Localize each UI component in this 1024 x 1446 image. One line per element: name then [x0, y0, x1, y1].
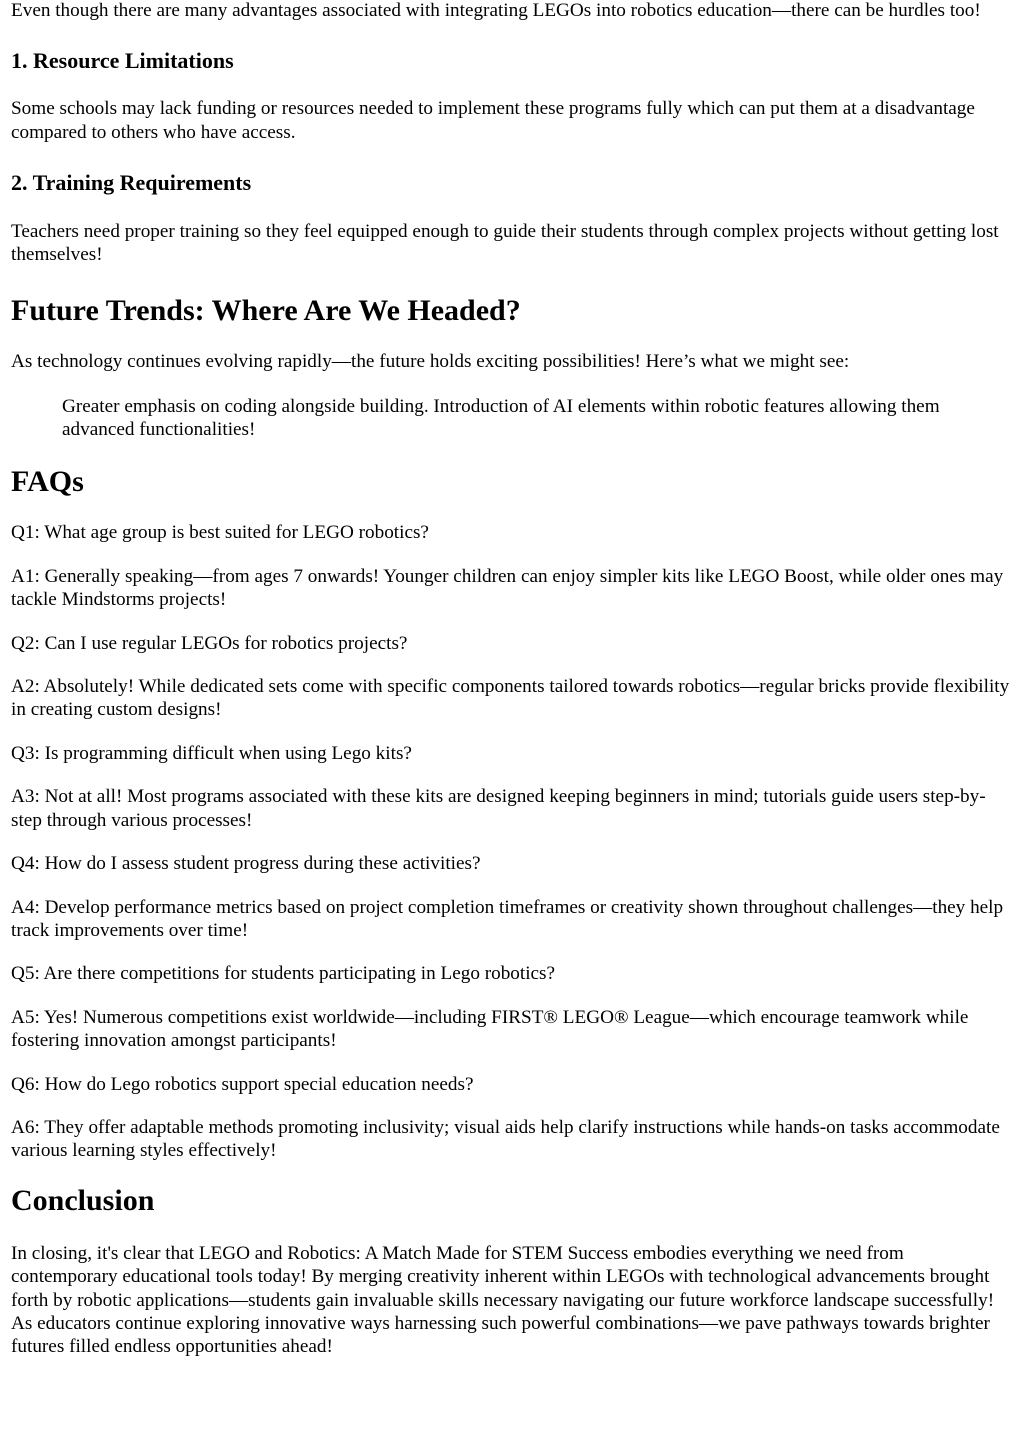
conclusion-heading: Conclusion	[11, 1183, 155, 1217]
faq-question-3: Q3: Is programming difficult when using Lego kits?	[11, 742, 412, 764]
future-trends-quote: Greater emphasis on coding alongside building. Introduction of AI elements within robotic features allowing them advanced functionalities!	[62, 395, 940, 441]
faq-answer-1: A1: Generally speaking—from ages 7 onwards! Younger children can enjoy simpler kits like LEGO Boost, while older ones may tackle Mindstorms projects!	[11, 565, 1004, 611]
challenge-heading-training-requirements: 2. Training Requirements	[11, 169, 252, 195]
faq-answer-5: A5: Yes! Numerous competitions exist worldwide—including FIRST® LEGO® League—which encourage teamwork while fostering innovation amongst participants!	[11, 1006, 969, 1052]
faq-list	[11, 521, 1015, 1162]
conclusion-paragraph: In closing, it's clear that LEGO and Robotics: A Match Made for STEM Success embodies everything we need from contemporary educational tools today! By merging creativity inherent within LEGOs with technological advancements brought forth by robotic applications—students gain invaluable skills necessary navigating our future workforce landscape successfully! As educators continue exploring innovative ways harnessing such powerful combinations—we pave pathways towards brighter futures filled endless opportunities ahead!	[11, 1242, 995, 1358]
faq-question-2: Q2: Can I use regular LEGOs for robotics projects?	[11, 632, 408, 654]
faq-question-1: Q1: What age group is best suited for LEGO robotics?	[11, 522, 429, 544]
faqs-heading: FAQs	[11, 465, 84, 499]
faq-answer-6: A6: They offer adaptable methods promoting inclusivity; visual aids help clarify instructions while hands-on tasks accommodate various learning styles effectively!	[11, 1117, 1000, 1162]
faq-question-5: Q5: Are there competitions for students participating in Lego robotics?	[11, 963, 556, 985]
future-trends-heading: Future Trends: Where Are We Headed?	[11, 294, 521, 328]
faq-question-4: Q4: How do I assess student progress during these activities?	[11, 853, 481, 875]
faq-answer-2: A2: Absolutely! While dedicated sets come with specific components tailored towards robotics—regular bricks provide flexibility in creating custom designs!	[11, 676, 1010, 721]
faq-question-6: Q6: How do Lego robotics support special education needs?	[11, 1073, 474, 1095]
faq-answer-3: A3: Not at all! Most programs associated with these kits are designed keeping beginners in mind; tutorials guide users step-by-step through various processes!	[11, 786, 986, 831]
intro-paragraph: Even though there are many advantages associated with integrating LEGOs into robotics education—there can be hurdles too!	[11, 0, 981, 21]
challenge-text-training-requirements: Teachers need proper training so they feel equipped enough to guide their students through complex projects without getting lost themselves!	[11, 220, 999, 266]
challenge-heading-resource-limitations: 1. Resource Limitations	[11, 48, 234, 74]
future-trends-paragraph: As technology continues evolving rapidly—the future holds exciting possibilities! Here’s what we might see:	[11, 351, 850, 373]
challenge-text-resource-limitations: Some schools may lack funding or resources needed to implement these programs fully which can put them at a disadvantage compared to others who have access.	[11, 98, 975, 143]
faq-answer-4: A4: Develop performance metrics based on project completion timeframes or creativity shown throughout challenges—they help track improvements over time!	[11, 896, 1004, 941]
